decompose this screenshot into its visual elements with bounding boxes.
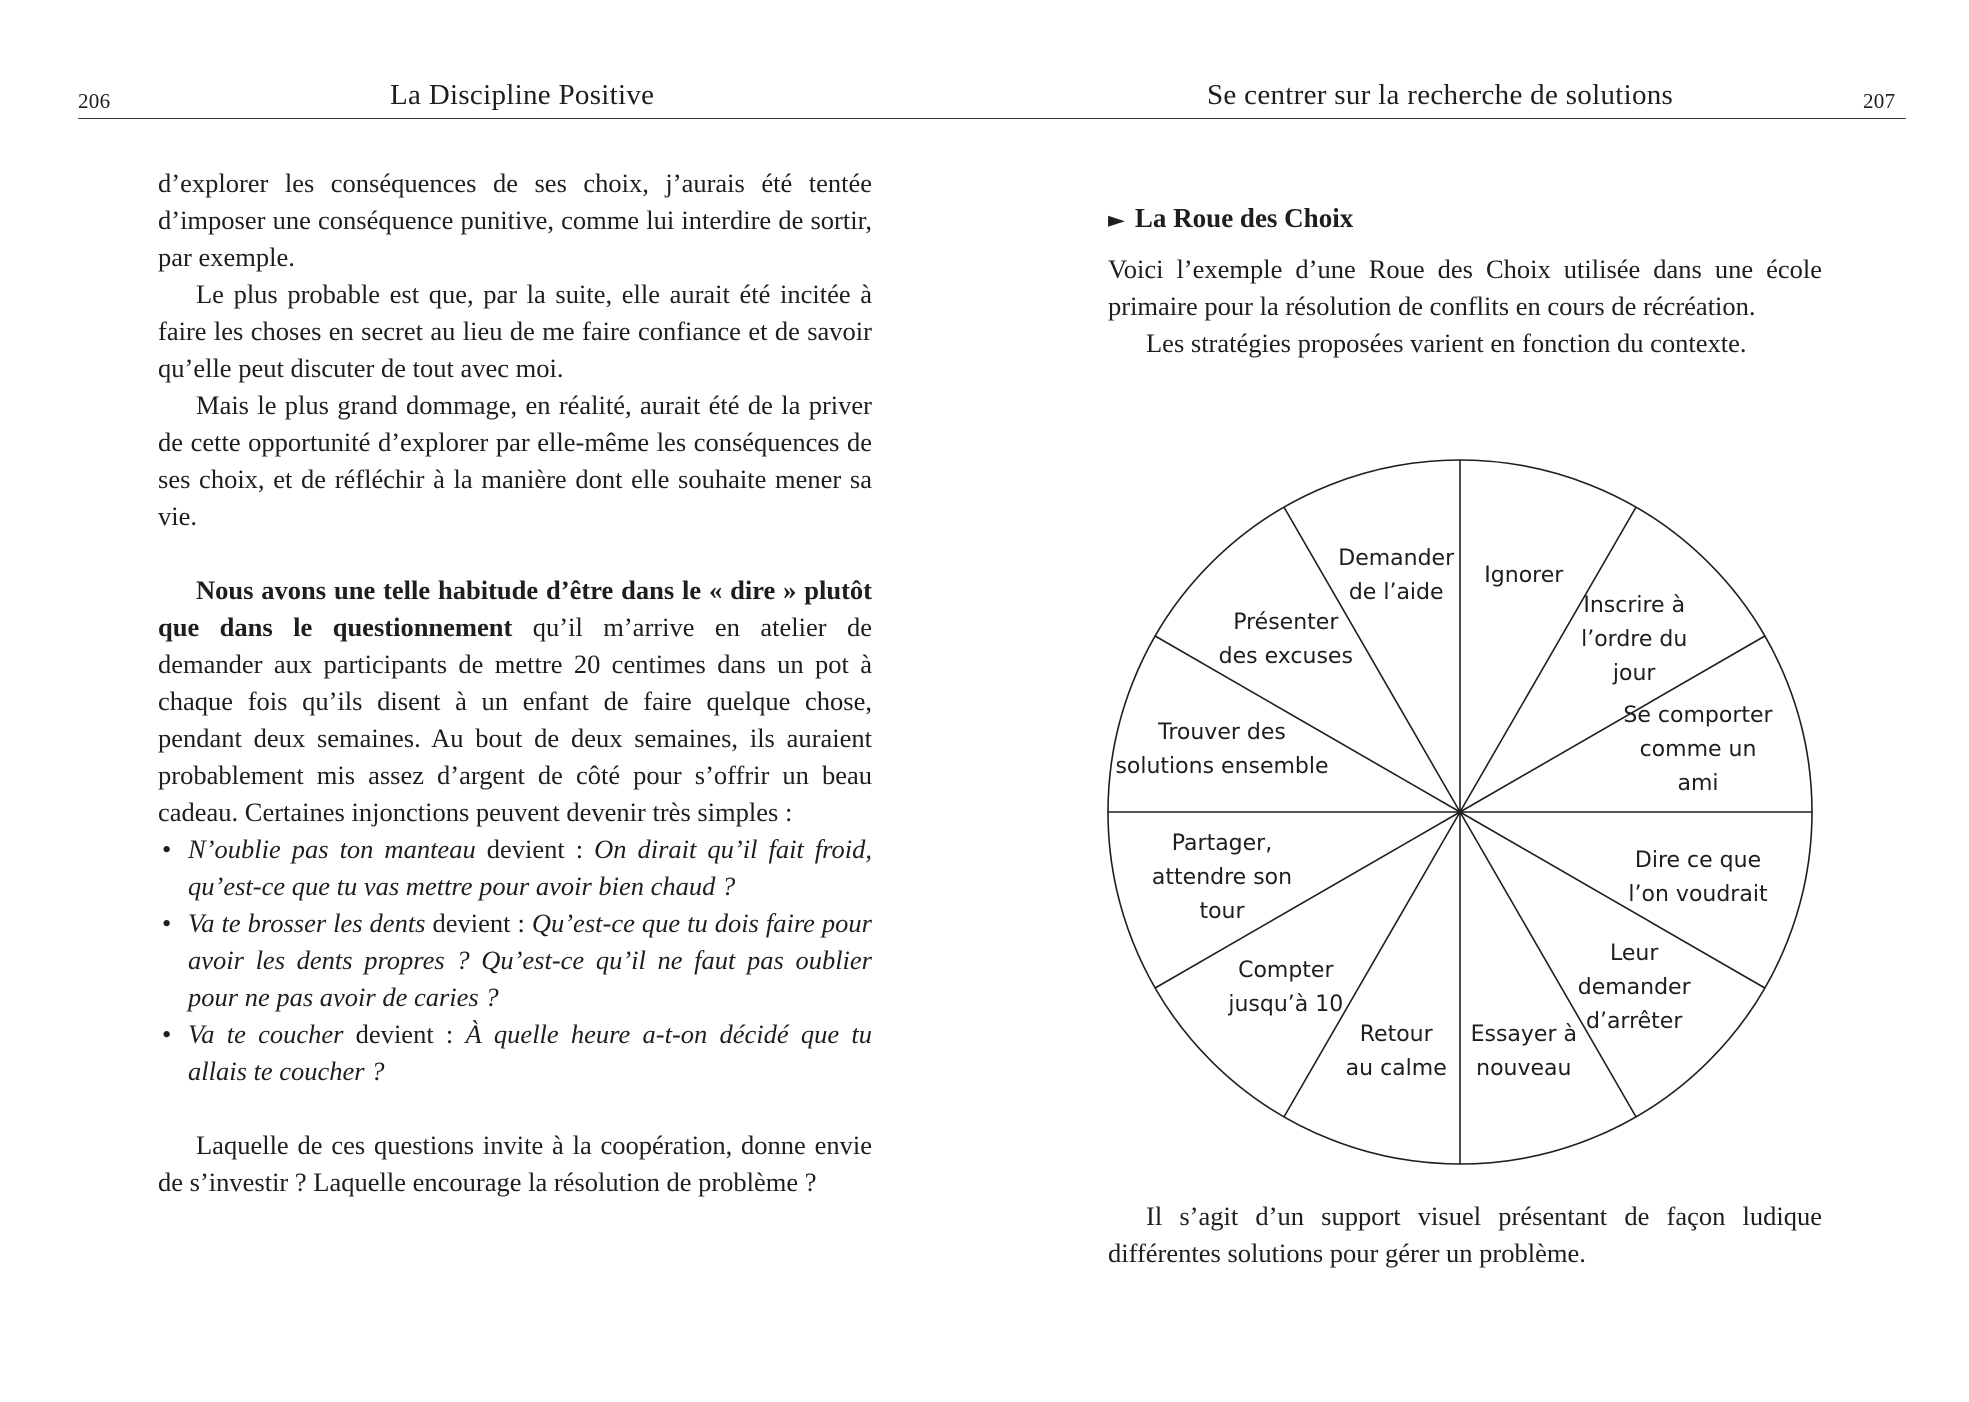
list-item [158, 831, 872, 905]
paragraph-4-rest: qu’il m’arrive en atelier de demander aux participants de mettre 20 centimes dans un pot à chaque fois qu’ils disent à un enfant de faire quelque chose, pendant deux semaines. Au bout de deux semaines, ils auraient probablement mis assez d’argent de côté pour s’offrir un beau cadeau. Certaines injonctions peuvent devenir très simples : [158, 612, 872, 827]
left-page-body [158, 165, 872, 1201]
command: Va te coucher [188, 1019, 344, 1049]
list-item [158, 1016, 872, 1090]
injunction-list [158, 831, 872, 1090]
section-heading [1108, 200, 1822, 239]
wheel-segment-label: Retour au calme [1345, 1022, 1447, 1081]
closing-text: Il s’agit d’un support visuel présentant de façon ludique différentes solutions pour gérer un problème. [1108, 1201, 1822, 1268]
right-page-body [1108, 200, 1822, 362]
paragraph-2: Le plus probable est que, par la suite, elle aurait été incitée à faire les choses en secret au lieu de me faire confiance et de savoir qu’elle peut discuter de tout avec moi. [158, 279, 872, 383]
wheel-segment-label: Dire ce que l’on voudrait [1628, 847, 1768, 907]
question: Qu’est-ce que tu dois faire pour avoir les dents propres ? Qu’est-ce qu’il ne faut pas oublier pour ne pas avoir de caries ? [188, 908, 872, 1012]
wheel-segment-label: Demander de l’aide [1338, 546, 1455, 605]
section-title: La Roue des Choix [1134, 203, 1354, 233]
joiner: devient : [475, 834, 595, 864]
paragraph-4-bold: Nous avons une telle habitude d’être dans le « dire » plutôt que dans le questionnement [158, 575, 872, 642]
question: On dirait qu’il fait froid, qu’est-ce que tu vas mettre pour avoir bien chaud ? [188, 834, 872, 901]
joiner: devient : [425, 908, 532, 938]
wheel-segment-label: Compter jusqu’à 10 [1228, 958, 1344, 1018]
arrow-right-icon: ► [1108, 208, 1125, 233]
paragraph-5: Laquelle de ces questions invite à la coopération, donne envie de s’investir ? Laquelle encourage la résolution de problème ? [158, 1130, 872, 1197]
paragraph-4 [158, 572, 872, 831]
wheel-segment-label: Se comporter comme un ami [1623, 703, 1773, 797]
right-page-number: 207 [1863, 89, 1896, 113]
wheel-segment-label: Leur demander d’arrêter [1577, 941, 1691, 1035]
paragraph-1: d’explorer les conséquences de ses choix, j’aurais été tentée d’imposer une conséquence punitive, comme lui interdire de sortir, par exemple. [158, 168, 872, 272]
wheel-segment-label: Partager, attendre son tour [1151, 830, 1293, 924]
right-running-title: Se centrer sur la recherche de solutions [1207, 79, 1674, 111]
wheel-segment-label: Trouver des solutions ensemble [1115, 720, 1329, 780]
context-paragraph: Les stratégies proposées varient en fonction du contexte. [1146, 328, 1747, 358]
list-item [158, 905, 872, 1016]
question: À quelle heure a-t-on décidé que tu allais te coucher ? [188, 1019, 872, 1086]
wheel-divider [1460, 507, 1636, 812]
wheel-of-choice-diagram [1100, 452, 1820, 1172]
header-rule [78, 118, 1906, 119]
wheel-segment-label: Inscrire à l’ordre du jour [1581, 592, 1688, 686]
wheel-segment-label: Ignorer [1484, 563, 1564, 588]
command: Va te brosser les dents [188, 908, 426, 938]
joiner: devient : [343, 1019, 466, 1049]
left-running-title: La Discipline Positive [390, 79, 655, 111]
paragraph-3: Mais le plus grand dommage, en réalité, aurait été de la priver de cette opportunité d’explorer par elle-même les conséquences de ses choix, et de réfléchir à la manière dont elle souhaite mener sa vie. [158, 390, 872, 531]
command: N’oublie pas ton manteau [188, 834, 476, 864]
wheel-segment-label: Présenter des excuses [1218, 609, 1353, 669]
left-page-number: 206 [78, 89, 111, 113]
wheel-segment-label: Essayer à nouveau [1470, 1022, 1577, 1081]
closing-paragraph [1108, 1198, 1822, 1272]
intro-paragraph: Voici l’exemple d’une Roue des Choix utilisée dans une école primaire pour la résolution de conflits en cours de récréation. [1108, 254, 1822, 321]
